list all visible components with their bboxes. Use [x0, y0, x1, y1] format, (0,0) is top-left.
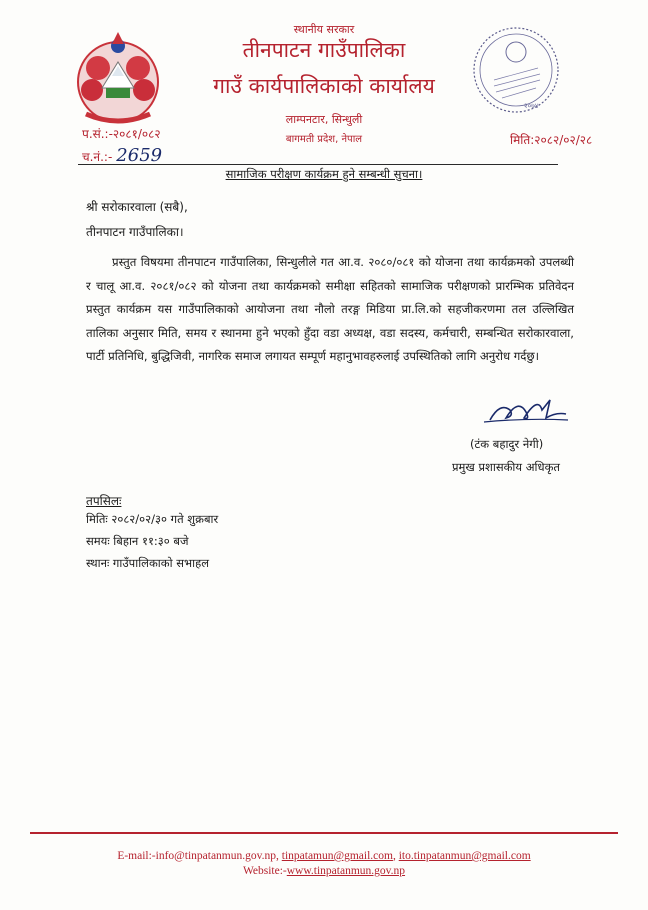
details-heading: तपसिलः: [86, 494, 122, 508]
email-link-ito[interactable]: ito.tinpatanmun@gmail.com: [398, 850, 531, 862]
website-label: Website:-: [242, 865, 287, 877]
footer-website: [0, 865, 648, 877]
office-address: लाम्पनटार, सिन्धुली: [285, 113, 363, 126]
header-divider: [78, 164, 558, 165]
website-link[interactable]: www.tinpatanmun.gov.np: [286, 865, 406, 877]
dispatch-number-handwritten: 2659: [116, 145, 163, 166]
details-time: समयः बिहान ११:३० बजे: [86, 534, 189, 548]
dispatch-number: [82, 145, 162, 166]
email-link-gmail[interactable]: tinpatamun@gmail.com: [281, 850, 393, 862]
email-label: E-mail:-: [117, 850, 156, 862]
signatory-name: (टंक बहादुर नेगी): [470, 437, 544, 451]
details-date: मितिः २०८२/०२/३० गते शुक्रबार: [86, 512, 219, 526]
reference-number-text: प.सं.:-२०८१/०८२: [82, 127, 161, 141]
subject-text: सामाजिक परीक्षण कार्यक्रम हुने सम्बन्धी सुचना।: [225, 167, 423, 181]
office-name: गाउँ कार्यपालिकाको कार्यालय: [213, 74, 435, 98]
recipient-line-2: तीनपाटन गाउँपालिका।: [86, 225, 184, 239]
email-link-info[interactable]: info@tinpatanmun.gov.np: [155, 850, 276, 862]
signatory-title: प्रमुख प्रशासकीय अधिकृत: [452, 460, 560, 474]
recipient-line-1: श्री सरोकारवाला (सबै),: [86, 200, 188, 214]
body-paragraph: प्रस्तुत विषयमा तीनपाटन गाउँपालिका, सिन्धुलीले गत आ.व. २०८०/०८१ को योजना तथा कार्यक्रमको उपलब्धी र चालू आ.व. २०८१/०८२ को योजना तथा कार्यक्रमको समीक्षा सहितको सामाजिक परीक्षणको प्रारम्भिक प्रतिवेदन प्रस्तुत कार्यक्रम यस गाउँपालिकाको आयोजना तथा नौलो तरङ्ग मिडिया प्रा.लि.को सहजीकरणमा तल उल्लिखित तालिका अनुसार मिति, समय र स्थानमा हुने भएको हुँदा वडा अध्यक्ष, वडा सदस्य, कर्मचारी, सम्बन्धित सरोकारवाला, पार्टी प्रतिनिधि, बुद्धिजिवी, नागरिक समाज लगायत सम्पूर्ण महानुभावहरुलाई उपस्थितिको लागि अनुरोध गर्दछु।: [86, 255, 574, 363]
dispatch-label: च.नं.:-: [82, 150, 113, 164]
letter-date: मिति:२०८२/०२/२८: [510, 133, 593, 147]
details-venue: स्थानः गाउँपालिकाको सभाहल: [86, 556, 209, 570]
signature-image: [480, 392, 572, 430]
local-government-label: स्थानीय सरकार: [293, 23, 355, 36]
footer-emails: E-mail:-info@tinpatanmun.gov.np, tinpatamun@gmail.com, ito.tinpatanmun@gmail.com: [117, 850, 531, 862]
municipality-name: तीनपाटन गाउँपालिका: [242, 38, 406, 62]
province-label: बागमती प्रदेश, नेपाल: [285, 134, 363, 145]
footer-divider: [30, 832, 618, 834]
svg-text:२०७४: २०७४: [524, 102, 539, 110]
reference-number: [82, 125, 161, 142]
subject-line: [0, 167, 648, 182]
